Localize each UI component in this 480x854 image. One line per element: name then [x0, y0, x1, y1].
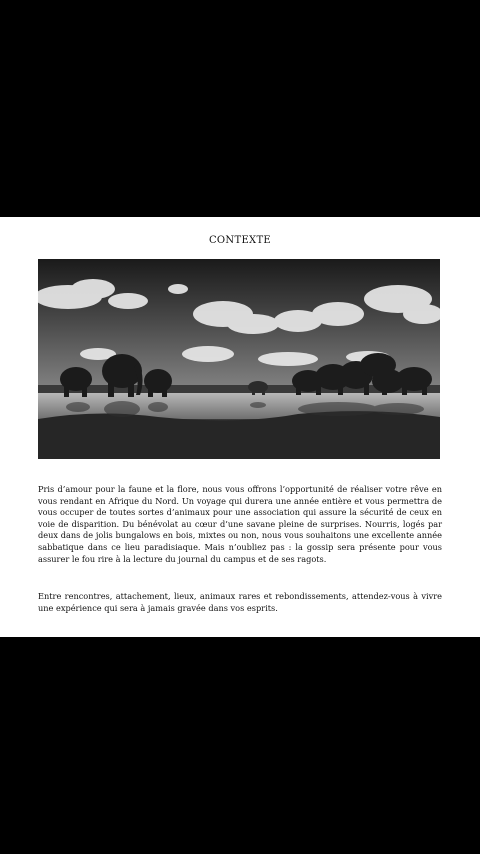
- document-page: [0, 217, 480, 637]
- context-paragraph-2: Entre rencontres, attachement, lieux, animaux rares et rebondissements, attendez-vous à vivre une expérience qui sera à jamais gravée dans vos esprits.: [38, 591, 442, 613]
- elephants-waterhole-photo: [38, 259, 440, 459]
- page-title: CONTEXTE: [208, 235, 272, 246]
- photo-illustration: [38, 259, 440, 459]
- context-paragraph-1: Pris d’amour pour la faune et la flore, nous vous offrons l’opportunité de réaliser votre rêve en vous rendant en Afrique du Nord. Un voyage qui durera une année entière et vous permettra de vous occuper de toutes sortes d’animaux pour une association qui assure la sécurité de ceux en voie de disparition. Du bénévolat au cœur d’une savane pleine de surprises. Nourris, logés par deux dans de jolis bungalows en bois, mixtes ou non, nous vous souhaitons une excellente année sabbatique dans ce lieu paradisiaque. Mais n’oubliez pas : la gossip sera présente pour vous assurer le fou rire à la lecture du journal du campus et de ses ragots.: [38, 484, 442, 564]
